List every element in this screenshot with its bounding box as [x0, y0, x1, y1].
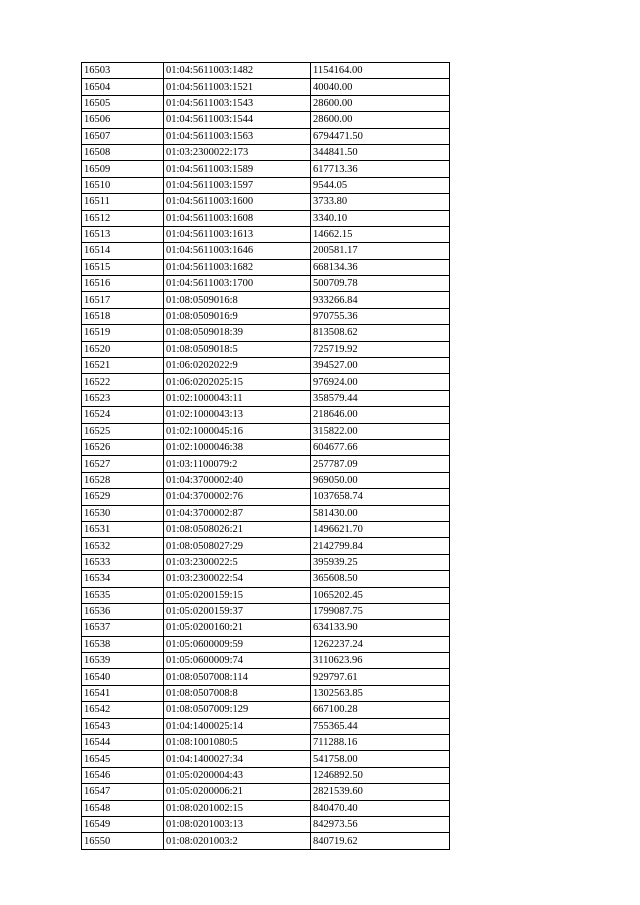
value-cell: 3340.10 — [311, 210, 450, 226]
cadastral-number-cell: 01:02:1000046:38 — [164, 439, 311, 455]
cadastral-number-cell: 01:08:0201003:13 — [164, 816, 311, 832]
cadastral-number-cell: 01:04:5611003:1646 — [164, 243, 311, 259]
row-number-cell: 16535 — [82, 587, 164, 603]
cadastral-number-cell: 01:03:2300022:54 — [164, 571, 311, 587]
row-number-cell: 16539 — [82, 653, 164, 669]
table-row — [82, 308, 450, 324]
table-row — [82, 669, 450, 685]
table-row — [82, 423, 450, 439]
row-number-cell: 16532 — [82, 538, 164, 554]
value-cell: 711288.16 — [311, 735, 450, 751]
row-number-cell: 16510 — [82, 177, 164, 193]
value-cell: 813508.62 — [311, 325, 450, 341]
row-number-cell: 16516 — [82, 276, 164, 292]
table-row — [82, 538, 450, 554]
table-row — [82, 194, 450, 210]
table-row — [82, 390, 450, 406]
row-number-cell: 16538 — [82, 636, 164, 652]
row-number-cell: 16544 — [82, 735, 164, 751]
row-number-cell: 16505 — [82, 95, 164, 111]
value-cell: 755365.44 — [311, 718, 450, 734]
value-cell: 3110623.96 — [311, 653, 450, 669]
cadastral-number-cell: 01:03:1100079:2 — [164, 456, 311, 472]
value-cell: 257787.09 — [311, 456, 450, 472]
cadastral-number-cell: 01:08:0509018:5 — [164, 341, 311, 357]
value-cell: 40040.00 — [311, 79, 450, 95]
table-row — [82, 325, 450, 341]
table-row — [82, 79, 450, 95]
row-number-cell: 16527 — [82, 456, 164, 472]
table-row — [82, 112, 450, 128]
value-cell: 3733.80 — [311, 194, 450, 210]
value-cell: 581430.00 — [311, 505, 450, 521]
row-number-cell: 16513 — [82, 226, 164, 242]
table-row — [82, 816, 450, 832]
cadastral-number-cell: 01:06:0202022:9 — [164, 358, 311, 374]
cadastral-number-cell: 01:06:0202025:15 — [164, 374, 311, 390]
table-row — [82, 718, 450, 734]
table-row — [82, 456, 450, 472]
cadastral-number-cell: 01:08:0509016:9 — [164, 308, 311, 324]
value-cell: 2821539.60 — [311, 784, 450, 800]
value-cell: 929797.61 — [311, 669, 450, 685]
cadastral-number-cell: 01:05:0200159:15 — [164, 587, 311, 603]
row-number-cell: 16523 — [82, 390, 164, 406]
value-cell: 976924.00 — [311, 374, 450, 390]
table-row — [82, 735, 450, 751]
table-row — [82, 685, 450, 701]
cadastral-number-cell: 01:05:0200004:43 — [164, 767, 311, 783]
value-cell: 1799087.75 — [311, 603, 450, 619]
cadastral-number-cell: 01:04:3700002:40 — [164, 472, 311, 488]
cadastral-number-cell: 01:08:0509018:39 — [164, 325, 311, 341]
value-cell: 344841.50 — [311, 144, 450, 160]
row-number-cell: 16529 — [82, 489, 164, 505]
value-cell: 842973.56 — [311, 816, 450, 832]
cadastral-number-cell: 01:08:0508026:21 — [164, 521, 311, 537]
cadastral-number-cell: 01:04:5611003:1544 — [164, 112, 311, 128]
value-cell: 28600.00 — [311, 112, 450, 128]
row-number-cell: 16525 — [82, 423, 164, 439]
table-row — [82, 636, 450, 652]
value-cell: 2142799.84 — [311, 538, 450, 554]
table-row — [82, 259, 450, 275]
row-number-cell: 16541 — [82, 685, 164, 701]
value-cell: 500709.78 — [311, 276, 450, 292]
value-cell: 840719.62 — [311, 833, 450, 849]
row-number-cell: 16540 — [82, 669, 164, 685]
value-cell: 1246892.50 — [311, 767, 450, 783]
row-number-cell: 16531 — [82, 521, 164, 537]
cadastral-number-cell: 01:08:0509016:8 — [164, 292, 311, 308]
row-number-cell: 16537 — [82, 620, 164, 636]
value-cell: 634133.90 — [311, 620, 450, 636]
cadastral-number-cell: 01:04:5611003:1563 — [164, 128, 311, 144]
value-cell: 667100.28 — [311, 702, 450, 718]
cadastral-number-cell: 01:04:5611003:1700 — [164, 276, 311, 292]
cadastral-number-cell: 01:04:5611003:1600 — [164, 194, 311, 210]
table-row — [82, 439, 450, 455]
value-cell: 1154164.00 — [311, 63, 450, 79]
row-number-cell: 16524 — [82, 407, 164, 423]
table-row — [82, 128, 450, 144]
row-number-cell: 16533 — [82, 554, 164, 570]
value-cell: 541758.00 — [311, 751, 450, 767]
table-row — [82, 226, 450, 242]
cadastral-number-cell: 01:08:0507008:8 — [164, 685, 311, 701]
row-number-cell: 16528 — [82, 472, 164, 488]
cadastral-number-cell: 01:04:5611003:1597 — [164, 177, 311, 193]
row-number-cell: 16536 — [82, 603, 164, 619]
cadastral-number-cell: 01:08:0507008:114 — [164, 669, 311, 685]
table-row — [82, 587, 450, 603]
table-row — [82, 653, 450, 669]
row-number-cell: 16543 — [82, 718, 164, 734]
table-row — [82, 161, 450, 177]
row-number-cell: 16545 — [82, 751, 164, 767]
table-row — [82, 751, 450, 767]
table-row — [82, 292, 450, 308]
cadastral-number-cell: 01:08:0508027:29 — [164, 538, 311, 554]
value-cell: 969050.00 — [311, 472, 450, 488]
cadastral-number-cell: 01:05:0600009:59 — [164, 636, 311, 652]
value-cell: 6794471.50 — [311, 128, 450, 144]
row-number-cell: 16509 — [82, 161, 164, 177]
cadastral-number-cell: 01:08:0201002:15 — [164, 800, 311, 816]
value-cell: 365608.50 — [311, 571, 450, 587]
cadastral-number-cell: 01:02:1000043:11 — [164, 390, 311, 406]
row-number-cell: 16515 — [82, 259, 164, 275]
cadastral-number-cell: 01:08:1001080:5 — [164, 735, 311, 751]
row-number-cell: 16547 — [82, 784, 164, 800]
row-number-cell: 16548 — [82, 800, 164, 816]
cadastral-number-cell: 01:04:1400025:14 — [164, 718, 311, 734]
cadastral-number-cell: 01:08:0201003:2 — [164, 833, 311, 849]
row-number-cell: 16504 — [82, 79, 164, 95]
cadastral-number-cell: 01:05:0200006:21 — [164, 784, 311, 800]
table-row — [82, 505, 450, 521]
table-row — [82, 63, 450, 79]
row-number-cell: 16526 — [82, 439, 164, 455]
cadastral-number-cell: 01:04:5611003:1682 — [164, 259, 311, 275]
value-cell: 933266.84 — [311, 292, 450, 308]
table-row — [82, 620, 450, 636]
cadastral-number-cell: 01:05:0600009:74 — [164, 653, 311, 669]
value-cell: 1302563.85 — [311, 685, 450, 701]
cadastral-number-cell: 01:08:0507009:129 — [164, 702, 311, 718]
table-row — [82, 571, 450, 587]
table-row — [82, 603, 450, 619]
table-row — [82, 177, 450, 193]
row-number-cell: 16522 — [82, 374, 164, 390]
table-row — [82, 489, 450, 505]
value-cell: 218646.00 — [311, 407, 450, 423]
cadastral-number-cell: 01:03:2300022:5 — [164, 554, 311, 570]
row-number-cell: 16530 — [82, 505, 164, 521]
cadastral-value-table — [81, 62, 450, 850]
cadastral-number-cell: 01:05:0200160:21 — [164, 620, 311, 636]
cadastral-number-cell: 01:04:5611003:1482 — [164, 63, 311, 79]
value-cell: 617713.36 — [311, 161, 450, 177]
cadastral-number-cell: 01:03:2300022:173 — [164, 144, 311, 160]
table-row — [82, 521, 450, 537]
table-row — [82, 800, 450, 816]
table-row — [82, 554, 450, 570]
cadastral-number-cell: 01:04:3700002:76 — [164, 489, 311, 505]
table-row — [82, 341, 450, 357]
table-row — [82, 767, 450, 783]
value-cell: 1496621.70 — [311, 521, 450, 537]
row-number-cell: 16512 — [82, 210, 164, 226]
row-number-cell: 16507 — [82, 128, 164, 144]
cadastral-number-cell: 01:05:0200159:37 — [164, 603, 311, 619]
table-row — [82, 702, 450, 718]
cadastral-number-cell: 01:02:1000043:13 — [164, 407, 311, 423]
table-row — [82, 784, 450, 800]
cadastral-number-cell: 01:04:3700002:87 — [164, 505, 311, 521]
value-cell: 315822.00 — [311, 423, 450, 439]
row-number-cell: 16517 — [82, 292, 164, 308]
value-cell: 725719.92 — [311, 341, 450, 357]
row-number-cell: 16534 — [82, 571, 164, 587]
row-number-cell: 16514 — [82, 243, 164, 259]
value-cell: 604677.66 — [311, 439, 450, 455]
value-cell: 970755.36 — [311, 308, 450, 324]
table-row — [82, 374, 450, 390]
value-cell: 1262237.24 — [311, 636, 450, 652]
cadastral-number-cell: 01:04:5611003:1543 — [164, 95, 311, 111]
table-row — [82, 144, 450, 160]
row-number-cell: 16518 — [82, 308, 164, 324]
value-cell: 9544.05 — [311, 177, 450, 193]
row-number-cell: 16508 — [82, 144, 164, 160]
cadastral-number-cell: 01:04:5611003:1608 — [164, 210, 311, 226]
table-row — [82, 95, 450, 111]
value-cell: 1065202.45 — [311, 587, 450, 603]
cadastral-number-cell: 01:02:1000045:16 — [164, 423, 311, 439]
cadastral-number-cell: 01:04:5611003:1589 — [164, 161, 311, 177]
row-number-cell: 16521 — [82, 358, 164, 374]
row-number-cell: 16506 — [82, 112, 164, 128]
cadastral-number-cell: 01:04:5611003:1613 — [164, 226, 311, 242]
table-row — [82, 472, 450, 488]
value-cell: 1037658.74 — [311, 489, 450, 505]
row-number-cell: 16503 — [82, 63, 164, 79]
value-cell: 28600.00 — [311, 95, 450, 111]
value-cell: 358579.44 — [311, 390, 450, 406]
value-cell: 840470.40 — [311, 800, 450, 816]
row-number-cell: 16542 — [82, 702, 164, 718]
table-row — [82, 833, 450, 849]
table-row — [82, 358, 450, 374]
table-row — [82, 243, 450, 259]
row-number-cell: 16511 — [82, 194, 164, 210]
cadastral-number-cell: 01:04:1400027:34 — [164, 751, 311, 767]
table-row — [82, 407, 450, 423]
row-number-cell: 16549 — [82, 816, 164, 832]
value-cell: 668134.36 — [311, 259, 450, 275]
value-cell: 14662.15 — [311, 226, 450, 242]
value-cell: 200581.17 — [311, 243, 450, 259]
row-number-cell: 16550 — [82, 833, 164, 849]
table-row — [82, 210, 450, 226]
cadastral-number-cell: 01:04:5611003:1521 — [164, 79, 311, 95]
table-body — [82, 63, 450, 850]
value-cell: 395939.25 — [311, 554, 450, 570]
value-cell: 394527.00 — [311, 358, 450, 374]
table-row — [82, 276, 450, 292]
row-number-cell: 16519 — [82, 325, 164, 341]
row-number-cell: 16546 — [82, 767, 164, 783]
row-number-cell: 16520 — [82, 341, 164, 357]
